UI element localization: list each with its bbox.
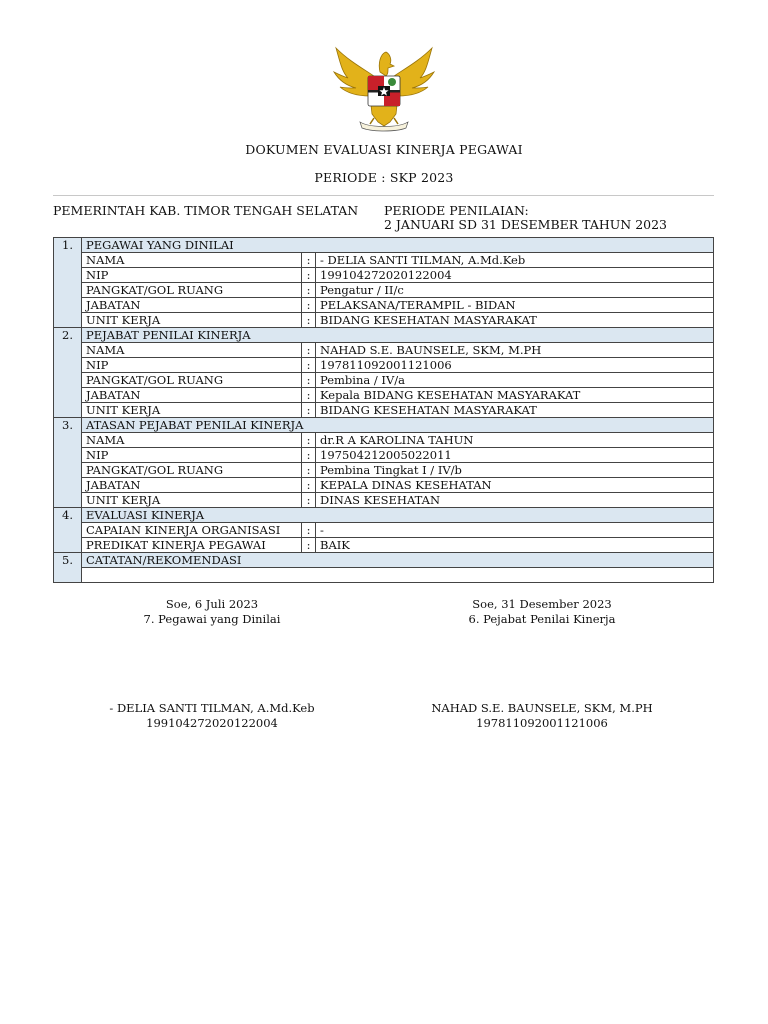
section-number: 5. bbox=[54, 553, 82, 583]
field-value: 197504212005022011 bbox=[316, 448, 714, 463]
colon: : bbox=[302, 523, 316, 538]
agency-name: PEMERINTAH KAB. TIMOR TENGAH SELATAN bbox=[53, 203, 359, 218]
section-header bbox=[54, 508, 714, 523]
section-title: CATATAN/REKOMENDASI bbox=[82, 553, 714, 568]
signature-right-block bbox=[392, 701, 692, 731]
table-row bbox=[54, 343, 714, 358]
signature-right-nip: 197811092001121006 bbox=[476, 716, 608, 730]
colon: : bbox=[302, 358, 316, 373]
section-number: 1. bbox=[54, 238, 82, 328]
field-value: 199104272020122004 bbox=[316, 268, 714, 283]
field-value: BIDANG KESEHATAN MASYARAKAT bbox=[316, 403, 714, 418]
colon: : bbox=[302, 493, 316, 508]
colon: : bbox=[302, 478, 316, 493]
colon: : bbox=[302, 538, 316, 553]
section-number: 3. bbox=[54, 418, 82, 508]
colon: : bbox=[302, 253, 316, 268]
section-title: ATASAN PEJABAT PENILAI KINERJA bbox=[82, 418, 714, 433]
signature-left-nip: 199104272020122004 bbox=[146, 716, 278, 730]
colon: : bbox=[302, 343, 316, 358]
colon: : bbox=[302, 298, 316, 313]
table-row bbox=[54, 373, 714, 388]
field-value: DINAS KESEHATAN bbox=[316, 493, 714, 508]
table-row bbox=[54, 298, 714, 313]
signature-left-role: 7. Pegawai yang Dinilai bbox=[143, 612, 281, 626]
colon: : bbox=[302, 373, 316, 388]
colon: : bbox=[302, 313, 316, 328]
section-title: PEGAWAI YANG DINILAI bbox=[82, 238, 714, 253]
table-row bbox=[54, 433, 714, 448]
field-value: KEPALA DINAS KESEHATAN bbox=[316, 478, 714, 493]
section-title: PEJABAT PENILAI KINERJA bbox=[82, 328, 714, 343]
table-row bbox=[54, 568, 714, 583]
field-value: BIDANG KESEHATAN MASYARAKAT bbox=[316, 313, 714, 328]
field-label: PANGKAT/GOL RUANG bbox=[82, 463, 302, 478]
section-header bbox=[54, 553, 714, 568]
assessment-period-label: PERIODE PENILAIAN: bbox=[384, 203, 529, 218]
section-header bbox=[54, 418, 714, 433]
table-row bbox=[54, 523, 714, 538]
field-label: NAMA bbox=[82, 253, 302, 268]
section-number: 4. bbox=[54, 508, 82, 553]
table-row bbox=[54, 313, 714, 328]
field-value: PELAKSANA/TERAMPIL - BIDAN bbox=[316, 298, 714, 313]
field-label: JABATAN bbox=[82, 478, 302, 493]
table-row bbox=[54, 463, 714, 478]
table-row bbox=[54, 493, 714, 508]
colon: : bbox=[302, 463, 316, 478]
table-row bbox=[54, 283, 714, 298]
field-value: Pembina Tingkat I / IV/b bbox=[316, 463, 714, 478]
table-row bbox=[54, 478, 714, 493]
signature-right-date: Soe, 31 Desember 2023 bbox=[472, 597, 612, 611]
field-label: JABATAN bbox=[82, 298, 302, 313]
signature-left bbox=[62, 597, 362, 627]
field-value: - DELIA SANTI TILMAN, A.Md.Keb bbox=[316, 253, 714, 268]
table-row bbox=[54, 253, 714, 268]
field-value: 197811092001121006 bbox=[316, 358, 714, 373]
field-value: Kepala BIDANG KESEHATAN MASYARAKAT bbox=[316, 388, 714, 403]
table-row bbox=[54, 388, 714, 403]
section-number: 2. bbox=[54, 328, 82, 418]
field-label: JABATAN bbox=[82, 388, 302, 403]
field-label: CAPAIAN KINERJA ORGANISASI bbox=[82, 523, 302, 538]
colon: : bbox=[302, 403, 316, 418]
signature-left-name: - DELIA SANTI TILMAN, A.Md.Keb bbox=[109, 701, 315, 715]
colon: : bbox=[302, 268, 316, 283]
field-label: PREDIKAT KINERJA PEGAWAI bbox=[82, 538, 302, 553]
field-value: BAIK bbox=[316, 538, 714, 553]
table-row bbox=[54, 268, 714, 283]
field-label: NIP bbox=[82, 448, 302, 463]
signature-right-role: 6. Pejabat Penilai Kinerja bbox=[468, 612, 616, 626]
colon: : bbox=[302, 283, 316, 298]
table-row bbox=[54, 448, 714, 463]
field-value: - bbox=[316, 523, 714, 538]
field-value: NAHAD S.E. BAUNSELE, SKM, M.PH bbox=[316, 343, 714, 358]
table-row bbox=[54, 358, 714, 373]
signature-left-block bbox=[62, 701, 362, 731]
colon: : bbox=[302, 433, 316, 448]
field-label: UNIT KERJA bbox=[82, 493, 302, 508]
section-header bbox=[54, 238, 714, 253]
field-label: PANGKAT/GOL RUANG bbox=[82, 283, 302, 298]
field-label: NIP bbox=[82, 268, 302, 283]
field-label: NAMA bbox=[82, 433, 302, 448]
table-row bbox=[54, 538, 714, 553]
table-row bbox=[54, 403, 714, 418]
divider bbox=[53, 195, 714, 196]
period-heading: PERIODE : SKP 2023 bbox=[314, 170, 454, 185]
signature-left-date: Soe, 6 Juli 2023 bbox=[165, 597, 259, 611]
colon: : bbox=[302, 448, 316, 463]
section-title: EVALUASI KINERJA bbox=[82, 508, 714, 523]
evaluation-table bbox=[53, 237, 714, 583]
document-title: DOKUMEN EVALUASI KINERJA PEGAWAI bbox=[245, 142, 523, 157]
signature-right-name: NAHAD S.E. BAUNSELE, SKM, M.PH bbox=[431, 701, 653, 715]
field-value: Pembina / IV/a bbox=[316, 373, 714, 388]
signature-right bbox=[392, 597, 692, 627]
field-label: NIP bbox=[82, 358, 302, 373]
field-value: dr.R A KAROLINA TAHUN bbox=[316, 433, 714, 448]
assessment-period-value: 2 JANUARI SD 31 DESEMBER TAHUN 2023 bbox=[384, 217, 668, 232]
field-label: NAMA bbox=[82, 343, 302, 358]
field-label: UNIT KERJA bbox=[82, 403, 302, 418]
section-header bbox=[54, 328, 714, 343]
field-value: Pengatur / II/c bbox=[316, 283, 714, 298]
colon: : bbox=[302, 388, 316, 403]
field-label: PANGKAT/GOL RUANG bbox=[82, 373, 302, 388]
recommendation-notes bbox=[82, 568, 714, 583]
garuda-emblem-icon bbox=[330, 42, 438, 132]
field-label: UNIT KERJA bbox=[82, 313, 302, 328]
